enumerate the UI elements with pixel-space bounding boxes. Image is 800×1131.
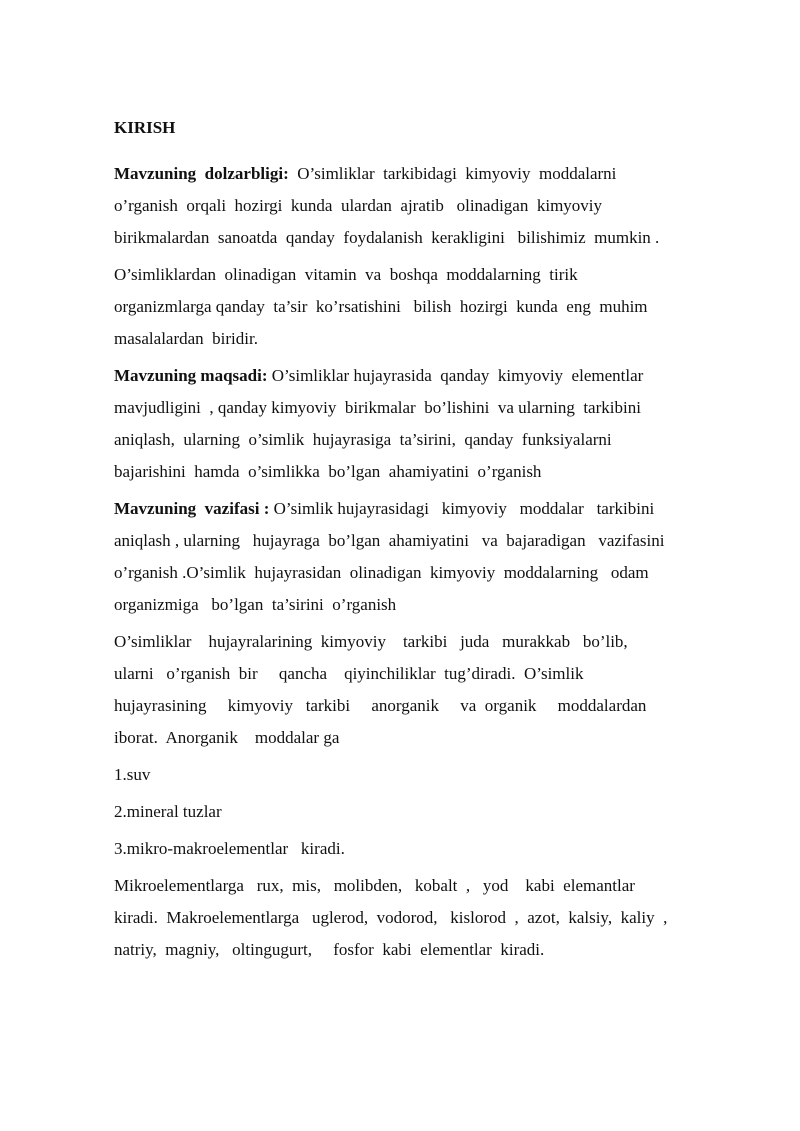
vazifasi-label: Mavzuning vazifasi :: [114, 499, 270, 518]
paragraph-line: o’rganish .O’simlik hujayrasidan olinadigan kimyoviy moddalarning odam: [114, 563, 649, 582]
paragraph-line: [114, 158, 734, 190]
paragraph-line: ularni o’rganish bir qancha qiyinchiliklar tug’diradi. O’simlik: [114, 664, 584, 683]
dolzarbligi-label: Mavzuning dolzarbligi:: [114, 164, 289, 183]
paragraph-text: O’simliklar hujayrasida qanday kimyoviy elementlar: [267, 366, 644, 385]
paragraph-line: birikmalardan sanoatda qanday foydalanish kerakligini bilishimiz mumkin .: [114, 228, 660, 247]
paragraph-line: O’simliklardan olinadigan vitamin va boshqa moddalarning tirik: [114, 265, 578, 284]
list-item: [114, 833, 734, 865]
paragraph-line: organizmiga bo’lgan ta’sirini o’rganish: [114, 595, 397, 614]
page-title: KIRISH: [114, 118, 176, 137]
vazifasi-paragraph: [114, 493, 734, 621]
list-item-text: 1.suv: [114, 765, 151, 784]
paragraph-line: aniqlash , ularning hujayraga bo’lgan ahamiyatini va bajaradigan vazifasini: [114, 531, 665, 550]
paragraph-line: iborat. Anorganik moddalar ga: [114, 728, 340, 747]
paragraph-line: organizmlarga qanday ta’sir ko’rsatishini bilish hozirgi kunda eng muhim: [114, 297, 648, 316]
list-item: [114, 796, 734, 828]
paragraph-line: [114, 360, 734, 392]
paragraph-line: [114, 493, 734, 525]
paragraph-text: O’simliklar tarkibidagi kimyoviy moddalarni: [288, 164, 617, 183]
paragraph-line: kiradi. Makroelementlarga uglerod, vodorod, kislorod , azot, kalsiy, kaliy ,: [114, 908, 668, 927]
composition-paragraph: [114, 626, 734, 754]
dolzarbligi-paragraph: [114, 158, 734, 254]
paragraph-line: bajarishini hamda o’simlikka bo’lgan ahamiyatini o’rganish: [114, 462, 542, 481]
paragraph-line: natriy, magniy, oltingugurt, fosfor kabi elementlar kiradi.: [114, 940, 545, 959]
paragraph-line: aniqlash, ularning o’simlik hujayrasiga ta’sirini, qanday funksiyalarni: [114, 430, 612, 449]
paragraph-line: o’rganish orqali hozirgi kunda ulardan ajratib olinadigan kimyoviy: [114, 196, 603, 215]
paragraph-line: mavjudligini , qanday kimyoviy birikmalar bo’lishini va ularning tarkibini: [114, 398, 641, 417]
maqsadi-label: Mavzuning maqsadi:: [114, 366, 268, 385]
maqsadi-paragraph: [114, 360, 734, 488]
paragraph-line: O’simliklar hujayralarining kimyoviy tarkibi juda murakkab bo’lib,: [114, 632, 628, 651]
paragraph-text: O’simlik hujayrasidagi kimyoviy moddalar tarkibini: [269, 499, 655, 518]
paragraph-line: masalalardan biridir.: [114, 329, 258, 348]
paragraph-line: Mikroelementlarga rux, mis, molibden, kobalt , yod kabi elemantlar: [114, 876, 635, 895]
vitamin-paragraph: [114, 259, 734, 355]
paragraph-line: hujayrasining kimyoviy tarkibi anorganik va organik moddalardan: [114, 696, 647, 715]
elements-paragraph: [114, 870, 734, 966]
list-item-text: 3.mikro-makroelementlar kiradi.: [114, 839, 345, 858]
list-item-text: 2.mineral tuzlar: [114, 802, 222, 821]
list-item: [114, 759, 734, 791]
document-page: [114, 112, 734, 971]
